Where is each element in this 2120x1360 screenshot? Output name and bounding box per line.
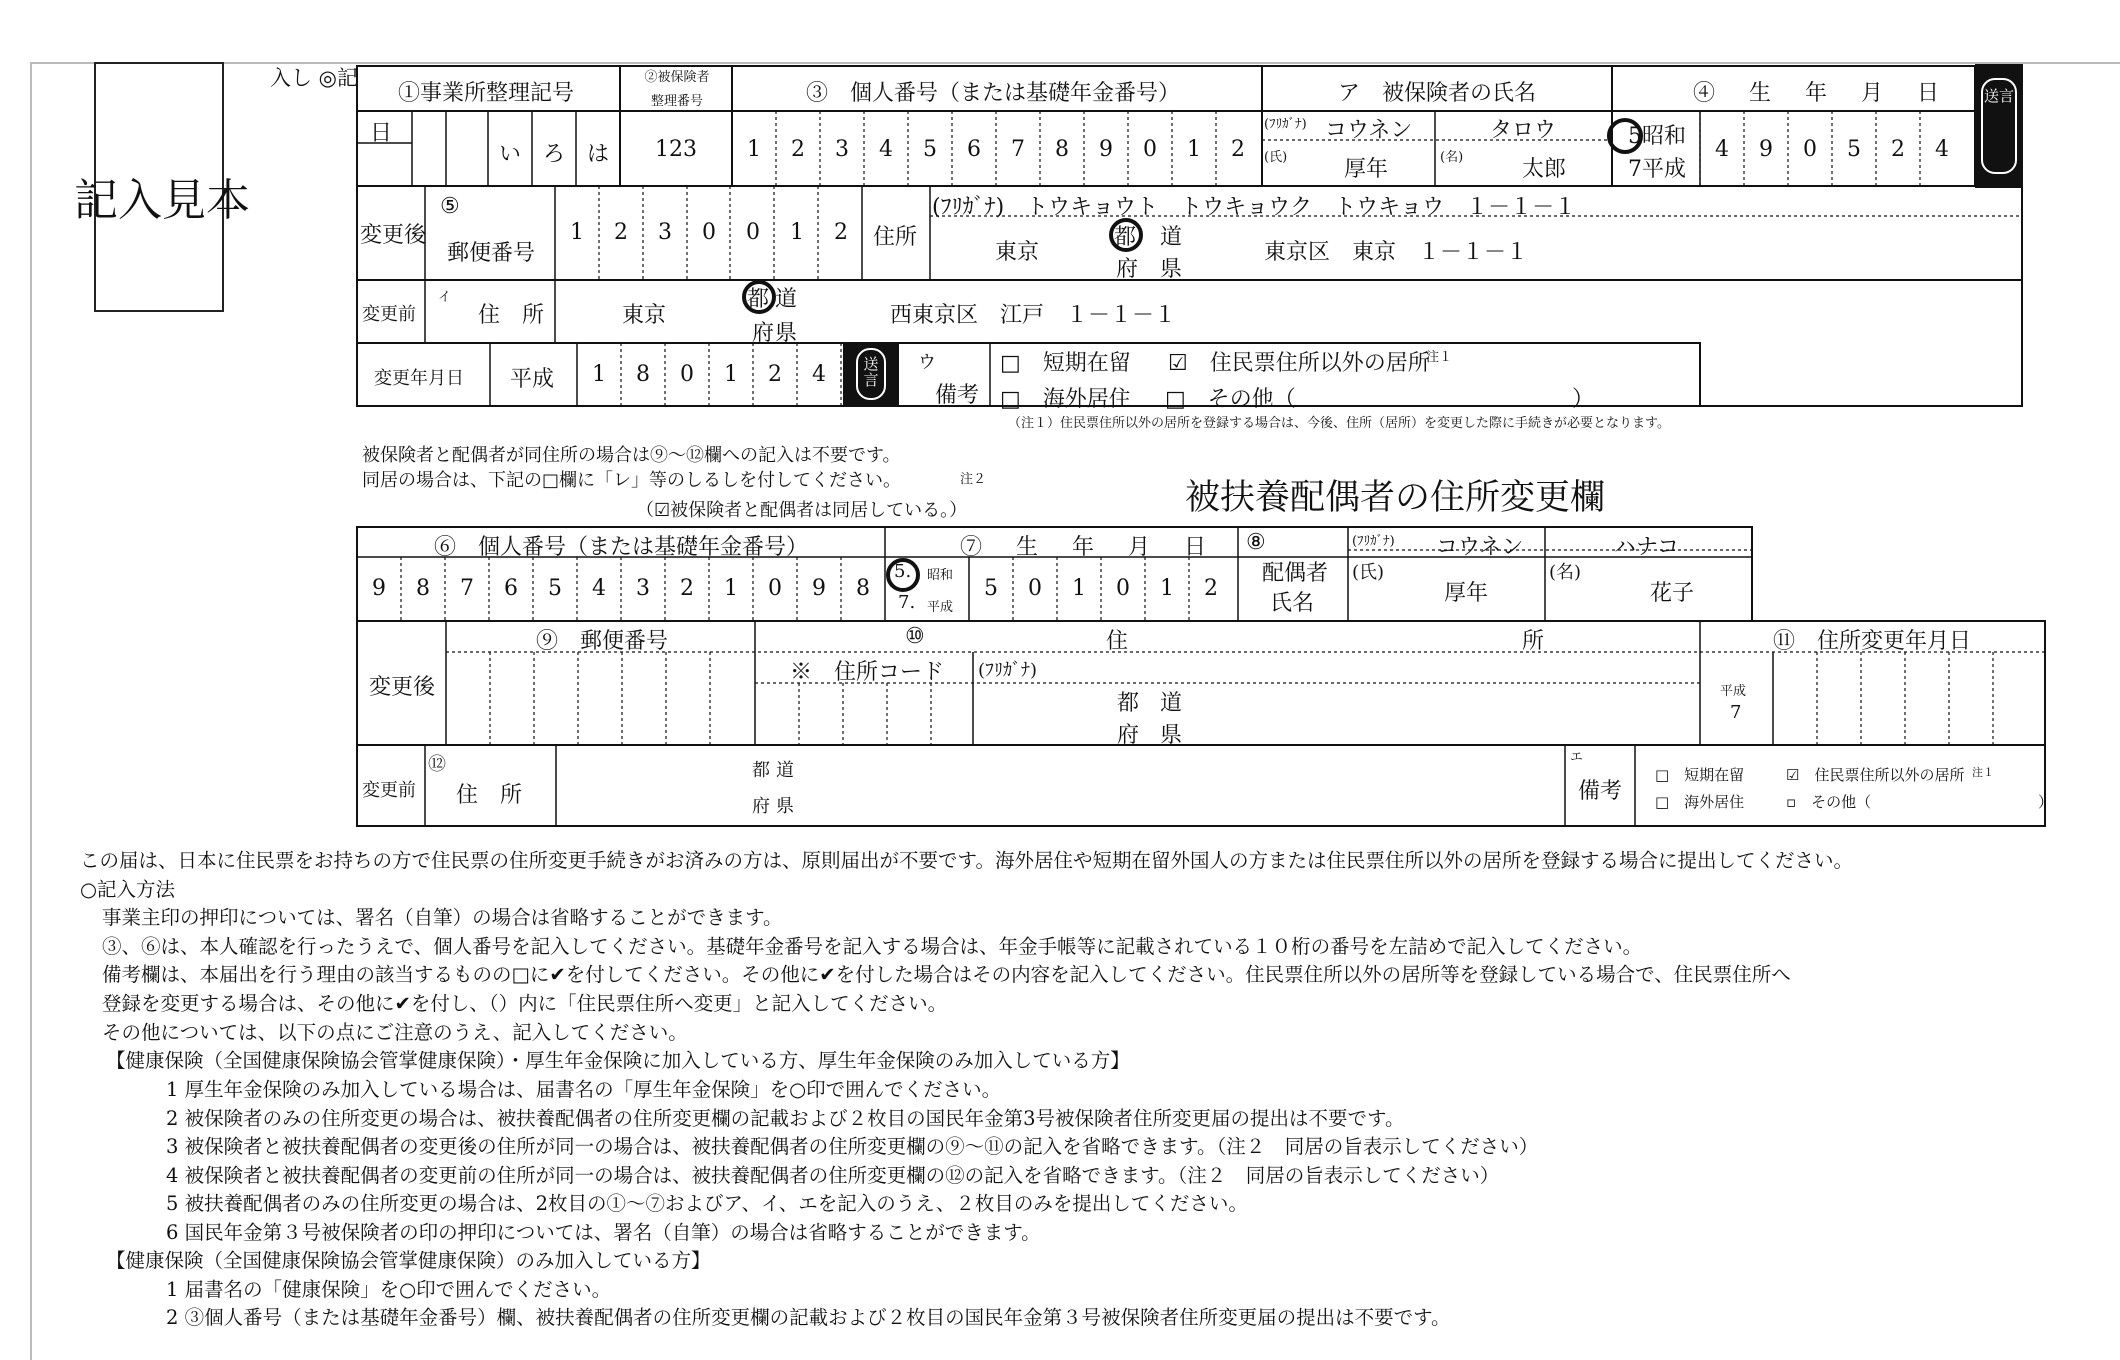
spouse-after-fu: 府 [1117, 723, 1140, 748]
sb-row-digit: 0 [1116, 576, 1130, 601]
pn-row-digit: 1 [747, 137, 761, 162]
cut-note: 入し ◎記 [270, 66, 358, 90]
bd-row-digit: 5 [1847, 137, 1861, 162]
postal-label: 郵便番号 [447, 241, 536, 266]
instructions-lead: この届は、日本に住民票をお持ちの方で住民票の住所変更手続きがお済みの方は、原則届出が不要です。海外居住や短期在留外国人の方または住民票住所以外の居所を登録する場合に提出してください。 [80, 849, 1853, 872]
insured-no-value: 123 [655, 137, 697, 162]
cohabit-check: （☑被保険者と配偶者は同居している。） [636, 500, 968, 521]
era-showa: 5昭和 [1628, 124, 1686, 149]
bd-row-digit: 9 [1759, 137, 1773, 162]
spouse-before-to: 都 [752, 760, 770, 781]
group2-item-2: 2 ③個人番号（または基礎年金番号）欄、被扶養配偶者の住所変更欄の記載および２枚目の国民年金第３号被保険者住所変更届の提出は不要です。 [166, 1306, 1451, 1329]
spouse-after-ken: 県 [1160, 723, 1183, 748]
sn-row-digit: 7 [460, 576, 474, 601]
postal-row-digit: 1 [570, 220, 584, 245]
before-pref: 東京 [622, 303, 667, 328]
before-ken: 県 [775, 321, 798, 346]
after-fu: 府 [1116, 257, 1139, 282]
mid-line-2: 同居の場合は、下記の□欄に「レ」等のしるしを付してください。 [362, 470, 902, 491]
surname-label: (氏) [1264, 150, 1288, 165]
opt-other-close: ） [1572, 387, 1595, 412]
bd-row-digit: 4 [1935, 137, 1949, 162]
after-ken: 県 [1160, 257, 1183, 282]
after-to: 都 [1114, 225, 1137, 250]
pn-row-digit: 2 [791, 137, 805, 162]
spouse-name-label-2: 氏名 [1270, 591, 1315, 616]
postal-row-digit: 3 [658, 220, 672, 245]
after-no: ⑤ [440, 194, 460, 219]
spouse-era-1: 5. [894, 561, 912, 582]
spouse-sei: 厚年 [1444, 581, 1489, 606]
pn-row-digit: 7 [1011, 137, 1025, 162]
given-label: (名) [1440, 150, 1464, 165]
spouse-era-2: 7. [898, 592, 916, 613]
header-insured-no-1: ②被保険者 [644, 70, 710, 85]
after-label: 変更後 [360, 223, 427, 248]
header-spouse-addr-no: ⑩ [905, 624, 925, 649]
before-label: 変更前 [362, 304, 416, 325]
address-label: 住所 [873, 225, 918, 250]
instruction-line-4: 登録を変更する場合は、その他に✔を付し、（）内に「住民票住所へ変更」と記入してください。 [102, 992, 948, 1015]
group1-item-5: 5 被扶養配偶者のみの住所変更の場合は、2枚目の①～⑦およびア、イ、エを記入のうえ、２枚目のみを提出してください。 [166, 1192, 1248, 1215]
change-date-label: 変更年月日 [374, 368, 464, 389]
sn-row-digit: 8 [856, 576, 870, 601]
after-do: 道 [1160, 225, 1183, 250]
cd-row-digit: 1 [724, 362, 738, 387]
spouse-opt-short: □ 短期在留 [1655, 766, 1745, 784]
header-spouse-addr-2: 所 [1522, 629, 1545, 654]
instruction-line-3: 備考欄は、本届出を行う理由の該当するものの□に✔を付してください。その他に✔を付した場合はその内容を記入してください。住民票住所以外の居所等を登録している場合で、住民票住所へ [102, 963, 1791, 986]
cd-row-digit: 4 [812, 362, 826, 387]
note2-mark: 注２ [960, 472, 987, 487]
cd-row-digit: 0 [680, 362, 694, 387]
spouse-after-era: 平成 [1720, 684, 1747, 699]
sample-stamp-label: 記入見本 [74, 175, 250, 226]
instruction-line-2: ③、⑥は、本人確認を行ったうえで、個人番号を記入してください。基礎年金番号を記入する場合は、年金手帳等に記載されている１０桁の番号を左詰めで記入してください。 [102, 935, 1643, 958]
opt-other: □ その他（ [1165, 387, 1296, 412]
spouse-after-furi: (ﾌﾘｶﾞﾅ) [978, 660, 1038, 681]
sb-row-digit: 1 [1072, 576, 1086, 601]
spouse-before-no: ⑫ [428, 754, 446, 775]
spouse-after-era-no: 7 [1730, 702, 1742, 723]
spouse-note1: 注１ [1972, 766, 1994, 779]
spouse-opt-close: ） [2038, 793, 2054, 811]
pn-row-digit: 3 [835, 137, 849, 162]
instruction-line-5: その他については、以下の点にご注意のうえ、記入してください。 [102, 1021, 688, 1044]
cd-row-digit: 8 [636, 362, 650, 387]
u-label: ウ [918, 352, 936, 373]
sb-row-digit: 5 [984, 576, 998, 601]
before-i: イ [438, 290, 452, 305]
pn-row-digit: 4 [879, 137, 893, 162]
instruction-group-2: 【健康保険（全国健康保険協会管掌健康保険）のみ加入している方】 [106, 1249, 711, 1272]
furigana-label: (ﾌﾘｶﾞﾅ) [1264, 117, 1307, 132]
sn-row-digit: 0 [768, 576, 782, 601]
pn-row-digit: 9 [1099, 137, 1113, 162]
header-spouse-8: ⑧ [1246, 530, 1266, 555]
group1-item-1: 1 厚生年金保険のみ加入している場合は、届書名の「厚生年金保険」を○印で囲んでください。 [166, 1078, 1002, 1101]
group1-item-6: 6 国民年金第３号被保険者の印の押印については、署名（自筆）の場合は省略することができます。 [166, 1221, 1041, 1244]
day-label: 日 [370, 121, 393, 146]
sb-row-digit: 0 [1028, 576, 1042, 601]
footnote-1: （注１）住民票住所以外の居所を登録する場合は、今後、住所（居所）を変更した際に手続きが必要となります。 [1008, 416, 1670, 431]
sn-row-digit: 6 [504, 576, 518, 601]
header-birthdate: ④ 生 年 月 日 [1693, 81, 1946, 106]
office-char-1: い [498, 142, 521, 167]
sn-row-digit: 9 [812, 576, 826, 601]
before-fu: 府 [752, 321, 775, 346]
spouse-name-label-1: 配偶者 [1262, 561, 1329, 586]
tate-pill: 送言 [1981, 78, 2017, 174]
pn-row-digit: 6 [967, 137, 981, 162]
after-address-rest: 東京区 東京 １－１－１ [1264, 240, 1529, 265]
spouse-after-label: 変更後 [369, 675, 436, 700]
group1-item-2: 2 被保険者のみの住所変更の場合は、被扶養配偶者の住所変更欄の記載および２枚目の国民年金第3号被保険者住所変更届の提出は不要です。 [166, 1107, 1405, 1130]
kana-given: タロウ [1490, 118, 1557, 143]
spouse-furi: (ﾌﾘｶﾞﾅ) [1352, 534, 1395, 549]
header-insured-no-2: 整理番号 [650, 94, 703, 109]
group2-item-1: 1 届書名の「健康保険」を○印で囲んでください。 [166, 1278, 612, 1301]
address-furigana: (ﾌﾘｶﾞﾅ) トウキョウト トウキョウク トウキョウ １－１－１ [932, 195, 1577, 220]
header-spouse-birth: ⑦ 生 年 月 日 [960, 535, 1213, 560]
postal-row-digit: 1 [790, 220, 804, 245]
header-spouse-change-date: ⑪ 住所変更年月日 [1773, 629, 1972, 654]
kana-surname: コウネン [1325, 118, 1413, 143]
instruction-group-1: 【健康保険（全国健康保険協会管掌健康保険）・厚生年金保険に加入している方、厚生年金保険のみ加入している方】 [106, 1049, 1130, 1072]
bd-row-digit: 4 [1715, 137, 1729, 162]
pn-row-digit: 5 [923, 137, 937, 162]
cd-row-digit: 2 [768, 362, 782, 387]
spouse-kana-sei: コウネン [1436, 535, 1524, 560]
spouse-after-do: 道 [1160, 691, 1183, 716]
sb-row-digit: 2 [1204, 576, 1218, 601]
sn-row-digit: 3 [636, 576, 650, 601]
spouse-sei-label: (氏) [1352, 562, 1385, 583]
spouse-before-ken: 県 [776, 796, 794, 817]
spouse-kana-mei: ハナコ [1614, 535, 1680, 560]
sn-row-digit: 8 [416, 576, 430, 601]
header-spouse-postal: ⑨ 郵便番号 [536, 629, 669, 654]
before-to: 都 [747, 287, 770, 312]
before-addr-label: 住 所 [478, 303, 545, 328]
mid-line-1: 被保険者と配偶者が同住所の場合は⑨～⑫欄への記入は不要です。 [362, 445, 901, 466]
pn-row-digit: 2 [1231, 137, 1245, 162]
after-pref: 東京 [995, 240, 1040, 265]
group1-item-3: 3 被保険者と被扶養配偶者の変更後の住所が同一の場合は、被扶養配偶者の住所変更欄の⑨～⑪の記入を省略できます。（注２ 同居の旨表示してください） [166, 1135, 1539, 1158]
office-char-3: は [586, 142, 609, 167]
header-office-code: ①事業所整理記号 [398, 81, 575, 106]
note1-mark: 注１ [1426, 350, 1453, 365]
pn-row-digit: 8 [1055, 137, 1069, 162]
postal-row-digit: 0 [702, 220, 716, 245]
cd-row-digit: 1 [592, 362, 606, 387]
sn-row-digit: 4 [592, 576, 606, 601]
header-insured-name: ア 被保険者の氏名 [1338, 81, 1537, 106]
group1-item-4: 4 被保険者と被扶養配偶者の変更前の住所が同一の場合は、被扶養配偶者の住所変更欄の⑫の記入を省略できます。（注２ 同居の旨表示してください） [166, 1164, 1500, 1187]
sn-row-digit: 9 [372, 576, 386, 601]
before-address-rest: 西東京区 江戸 １－１－１ [890, 303, 1177, 328]
instructions-heading: ○記入方法 [80, 878, 176, 901]
postal-row-digit: 0 [746, 220, 760, 245]
surname-value: 厚年 [1344, 157, 1389, 182]
before-do: 道 [775, 287, 798, 312]
spouse-mei: 花子 [1650, 581, 1695, 606]
spouse-before-addr-label: 住 所 [456, 783, 523, 808]
bd-row-digit: 2 [1891, 137, 1905, 162]
opt-other-residence: ☑ 住民票住所以外の居所 [1168, 351, 1430, 376]
spouse-after-to: 都 [1117, 691, 1140, 716]
era-heisei: 7平成 [1628, 157, 1686, 182]
sb-row-digit: 1 [1160, 576, 1174, 601]
e-label: エ [1570, 750, 1584, 765]
spouse-before-label: 変更前 [362, 780, 416, 801]
header-spouse-number: ⑥ 個人番号（または基礎年金番号） [434, 535, 809, 560]
spouse-before-fu: 府 [752, 796, 770, 817]
given-value: 太郎 [1522, 157, 1567, 182]
spouse-era-2b: 平成 [927, 600, 954, 615]
date-tate-pill: 送言 [856, 348, 886, 400]
bd-row-digit: 0 [1803, 137, 1817, 162]
office-char-2: ろ [542, 142, 565, 167]
change-era: 平成 [510, 367, 555, 392]
spouse-opt-overseas: □ 海外居住 [1655, 793, 1745, 811]
spouse-era-1b: 昭和 [927, 568, 954, 583]
opt-short-stay: □ 短期在留 [1000, 351, 1131, 376]
spouse-remarks-label: 備考 [1578, 779, 1623, 804]
remarks-label: 備考 [935, 383, 980, 408]
spouse-mei-label: (名) [1549, 562, 1582, 583]
pn-row-digit: 0 [1143, 137, 1157, 162]
instruction-line-1: 事業主印の押印については、署名（自筆）の場合は省略することができます。 [102, 906, 783, 929]
sn-row-digit: 2 [680, 576, 694, 601]
postal-row-digit: 2 [614, 220, 628, 245]
opt-overseas: □ 海外居住 [1000, 387, 1131, 412]
postal-row-digit: 2 [834, 220, 848, 245]
sn-row-digit: 1 [724, 576, 738, 601]
spouse-opt-residence: ☑ 住民票住所以外の居所 [1786, 766, 1965, 784]
spouse-before-do: 道 [776, 760, 794, 781]
address-code-label: ※ 住所コード [790, 660, 945, 685]
header-personal-no: ③ 個人番号（または基礎年金番号） [806, 81, 1181, 106]
pn-row-digit: 1 [1187, 137, 1201, 162]
section-title: 被扶養配偶者の住所変更欄 [1185, 478, 1606, 518]
sn-row-digit: 5 [548, 576, 562, 601]
spouse-opt-other: ▫ その他（ [1786, 793, 1872, 811]
header-spouse-addr-1: 住 [1106, 629, 1129, 654]
